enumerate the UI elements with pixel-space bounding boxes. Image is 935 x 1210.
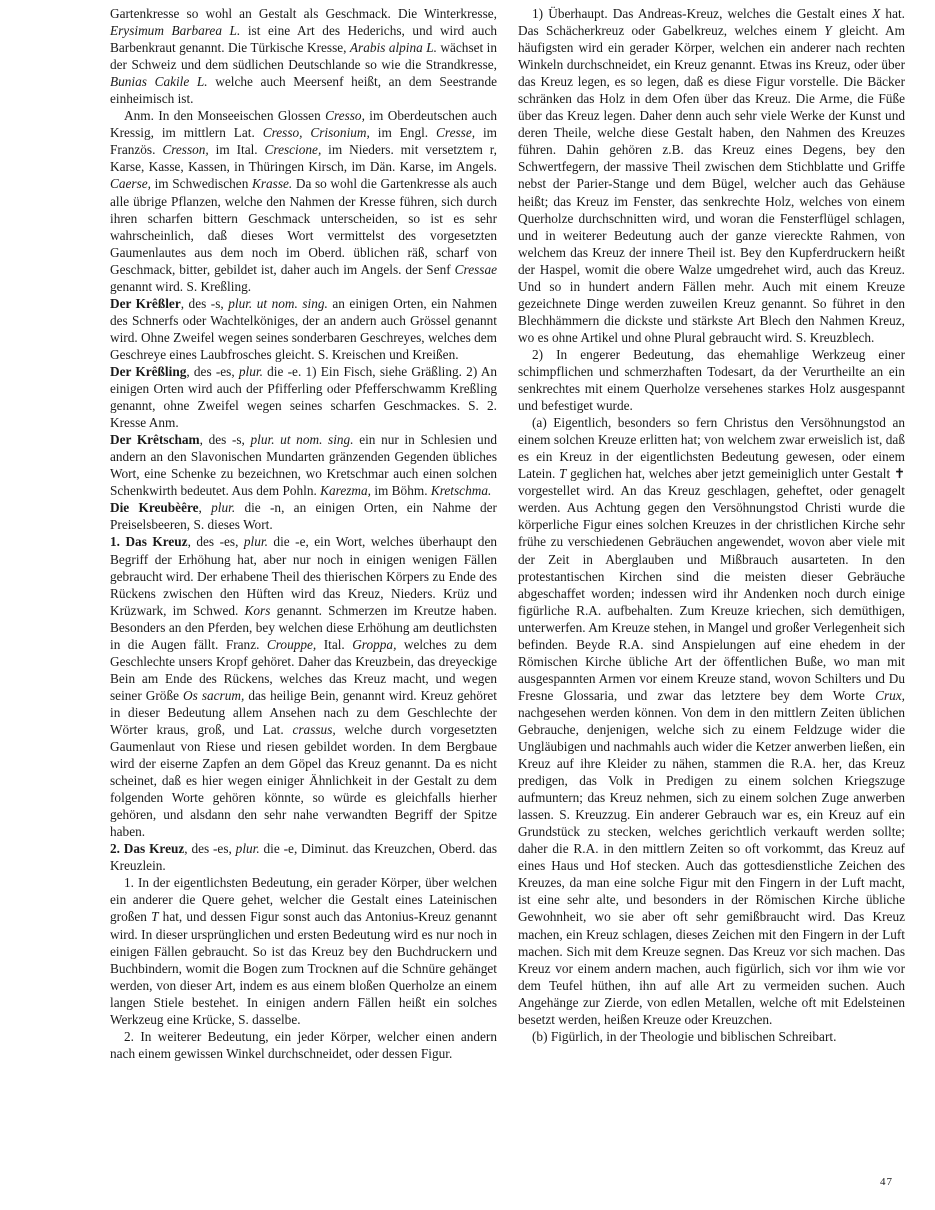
text-run: , des -es, (184, 841, 236, 857)
italic-term: Crouppe, (266, 636, 317, 652)
dictionary-entry (110, 840, 497, 874)
text-run: hat. Das Schächerkreuz oder Gabelkreuz, welches einem (518, 6, 905, 39)
italic-term: Arabis alpina L. (349, 40, 437, 56)
headword: Der Krêßling (110, 363, 187, 379)
text-run: hat, und dessen Figur sonst auch das Antonius-Kreuz genannt wird. In dieser ursprünglichen und ersten Bedeutung wird es nur noch in einigen Fällen gebraucht. So ist das Kreuz bey den Buchdruckern und Buchbindern, womit die Bogen zum Trocknen auf die Schnüre gehänget werden, von dieser Art, indem es aus einem bloßen Querholze an einem langen Stiele bestehet. In einigen andern Fällen heißt ein solches Werkzeug eine Krücke, S. dasselbe. (110, 909, 497, 1027)
text-run: 1. In der eigentlichsten Bedeutung, ein gerader Körper, über welchen ein anderer die Quere gehet, welcher die Gestalt eines Lateinischen großen (110, 875, 497, 925)
italic-term: plur. (211, 500, 236, 516)
text-run: im Schwedischen (151, 176, 252, 192)
text-run: ein nur in Schlesien und andern an den Slavonischen Mundarten gränzenden Gegenden übliches Wort, eine Schenke zu bezeichnen, wo Kretschmar auch einen solchen Schenkwirth bedeutet. Aus dem Pohln. (110, 432, 498, 499)
text-run: geglichen hat, welches aber jetzt gemeiniglich unter Gestalt ✝ vorgestellet wird. An das Kreuz geschlagen, geheftet, oder genagelt werden. Aus Achtung gegen den Versöhnungstod Christi wurde die körperliche Figur eines solchen Kreuzes in der christlichen Kirche sehr frühe zu verschiedenen Gebräuchen angewendet, wovon aber viele mit der Zeit in Aberglauben und Mißbrauch ausarteten. In den protestantischen Kirchen sind die meisten dieser Gebräuche abgeschaffet worden; indessen wird ihr Andenken noch durch einige figürliche R.A. aufbehalten. Zum Kreuze kriechen, sich demüthigen, unterwerfen. Am Kreuze stehen, in Mangel und großer Verlegenheit sich befinden. Beyde R.A. sind Anspielungen auf eine ehedem in der Römischen Kirche übliche Art der öffentlichen Buße, wo man mit ausgespannten Armen vor einem Kreuze stand, wovon Schilters und Du Fresne Glossaria, und zwar das letztere bey dem Worte (518, 466, 905, 703)
italic-term: Cresse, (436, 125, 476, 141)
italic-term: plur. ut nom. sing. (250, 432, 354, 448)
paragraph (110, 1028, 497, 1062)
italic-term: plur. ut nom. sing. (228, 295, 328, 311)
italic-term: Crux, (875, 687, 905, 703)
dictionary-entry (110, 431, 497, 499)
text-run: im Ital. (208, 142, 265, 158)
italic-term: Cresso, Crisonium, (262, 125, 370, 141)
italic-term: plur. (238, 363, 263, 379)
italic-term: Erysimum Barbarea L. (110, 23, 241, 39)
italic-term: crassus, (292, 721, 336, 737)
text-run: die -n, an einigen Orten, ein Nahme der Preiselsbeeren, S. dieses Wort. (110, 500, 497, 533)
italic-term: Crescione, (264, 142, 322, 158)
left-column (110, 5, 497, 1062)
italic-term: Cresson, (162, 142, 209, 158)
text-run: im Oberdeutschen auch Kressig, im mittlern Lat. (110, 108, 497, 141)
text-run: Ital. (316, 636, 353, 652)
text-run: Da so wohl die Gartenkresse als auch alle übrige Pflanzen, welche den Nahmen der Kresse führen, sich durch ihren scharfen bittern Geschmack unterscheiden, so ist es sehr wahrscheinlich, daß dieses Wort vermittelst des vorgesetzten Gaumenlautes aus dem noch im Oberd. üblichen räß, scharf von Geschmack, bitter, gebildet ist, daher auch im Angels. der Senf (110, 176, 498, 277)
italic-term: T (151, 909, 159, 925)
text-run: welches zu dem Geschlechte unsers Kropf gehöret. Daher das Kreuzbein, das dreyeckige Bein am Ende des Rückens, welches das Kreuz macht, und wegen seiner Größe (110, 636, 497, 703)
text-run: im Böhm. (371, 483, 431, 499)
italic-term: Y (824, 23, 832, 39)
italic-term: Cresso, (325, 108, 365, 124)
text-run: im Engl. (369, 125, 437, 141)
paragraph (518, 1028, 905, 1045)
italic-term: Cressae (454, 261, 497, 277)
text-run: , des -es, (186, 363, 239, 379)
dictionary-entry (110, 363, 497, 431)
text-run: , des -s, (180, 295, 229, 311)
text-run: im Nieders. mit versetztem r, Karse, Kasse, Kassen, in Thüringen Kirsch, im Dän. Karse, im Angels. (110, 142, 498, 175)
italic-term: Krasse. (251, 176, 293, 192)
text-run: (a) Eigentlich, besonders so fern Christus den Versöhnungstod an einem solchen Kreuze erlitten hat; von welchem zwar erweislich ist, daß es ein Kreuz in der eigentlichsten Bedeutung gewesen, oder einem Latein. (518, 415, 905, 482)
italic-term: T (558, 466, 567, 482)
text-run: Gartenkresse so wohl an Gestalt als Geschmack. Die Winterkresse, (110, 6, 497, 21)
italic-term: Bunias Cakile L. (110, 74, 208, 90)
text-run: 2. In weiterer Bedeutung, ein jeder Körper, welcher einen andern nach einem gewissen Winkel durchschneidet, oder dessen Figur. (110, 1028, 497, 1061)
text-run: genannt wird. S. Kreßling. (110, 278, 252, 294)
right-column (518, 5, 905, 1045)
text-run: (b) Figürlich, in der Theologie und biblischen Schreibart. (532, 1028, 837, 1044)
headword: Der Krêßler (110, 295, 181, 311)
dictionary-entry (110, 533, 497, 840)
headword: 2. Das Kreuz (110, 841, 185, 857)
italic-term: Kors (244, 602, 271, 618)
text-run: die -e, ein Wort, welches überhaupt den Begriff der Erhöhung hat, aber nur noch in einigen wenigen Fällen gebraucht wird. Der erhabene Theil des thierischen Körpers zu Ende des Rückens zwischen den Hüften wird das Kreuz, Nieders. Krüz und Krüzwark, im Schwed. (110, 534, 497, 618)
headword: Die Kreubèêre (110, 500, 199, 516)
italic-term: plur. (235, 841, 260, 857)
text-run: im Französ. (110, 125, 497, 158)
italic-term: Groppa, (352, 636, 397, 652)
text-run: Anm. In den Monseeischen Glossen (124, 108, 326, 124)
paragraph (518, 414, 905, 1028)
paragraph (110, 107, 497, 295)
text-run: 2) In engerer Bedeutung, das ehemahlige Werkzeug einer schimpflichen und schmerzhaften Todesart, da der Verurtheilte an ein senkrechtes mit einem Querholze versehenes starkes Holz ausgespannt und befestiget wurde. (518, 346, 905, 414)
italic-term: Kretschma. (430, 483, 492, 499)
paragraph (110, 874, 497, 1027)
text-run: gleicht. Am häufigsten wird ein gerader Körper, welchen ein anderer nach rechten Winkeln durchschneidet, ein Kreuz genannt. Etwas ins Kreuz, oder über das Kreuz legen, es so legen, daß es diese Figur vorstelle. Die Bäcker schränken das Holz in dem Ofen über das Kreuz. Die Arme, die Füße über das Kreuz legen. Daher denn auch sehr viele Werke der Kunst und deren Theile, welche diese Gestalt haben, den Nahmen des Kreuzes führen. Dahin gehören z.B. das Kreuz eines Degens, bey den Schwertfegern, der massive Theil zwischen dem Stichblatte und Griffe nebst der Parier-Stange und dem Bügel, welcher auch das Gehäuse heißt; das Kreuz im Fenster, das senkrechte Holz, welches von einem Querholze durchschnitten wird, und woran die Fensterflügel schlagen, und in weiterer Bedeutung auch der ganze viereckte Rahmen, von welchem das Kreuz der innere Theil ist. Bey den Kupferdruckern heißt der Haspel, womit die obere Walze umgedrehet wird, auch das Kreuz. Und so in hundert andern Fällen mehr. Auch mit einem Kreuze gezeichnete Dinge werden zuweilen Kreuz genannt. So führet in den Blechhämmern die dickste und stärkste Art Blech den Nahmen Kreuz, wo es ohne Artikel und ohne Plural gebraucht wird. S. Kreuzblech. (518, 23, 905, 345)
italic-term: X (872, 6, 881, 21)
text-run: die -e, Diminut. das Kreuzchen, Oberd. das Kreuzlein. (110, 841, 498, 874)
dictionary-entry (110, 499, 497, 533)
italic-term: Os sacrum, (183, 687, 245, 703)
text-run: , des -es, (187, 534, 244, 550)
page-number: 47 (880, 1176, 893, 1188)
text-run: welche auch Meersenf heißt, an dem Seestrande einheimisch ist. (110, 74, 497, 107)
dictionary-entry (110, 295, 497, 363)
paragraph (518, 5, 905, 346)
headword: Der Krêtscham (110, 432, 200, 448)
text-run: wächset in der Schweiz und dem südlichen Deutschlande so wie die Strandkresse, (110, 40, 497, 73)
paragraph (518, 346, 905, 414)
text-run: ist eine Art des Hederichs, und wird auch Barbenkraut genannt. Die Türkische Kresse, (110, 23, 497, 56)
text-run: welche durch vorgesetzten Gaumenlaut von Riese und riesen gebildet worden. In dem Bergbaue wird der eiserne Zapfen an dem Göpel das Kreuz genannt. Da es nicht scheinet, daß es hier wegen einiger Ähnlichkeit in der Gestalt zu dem folgenden Worte gehören könnte, so würde es gleichfalls hierher gehören, und alsdann den sehr nahe verwandten Begriff der Spitze haben. (110, 721, 497, 840)
italic-term: plur. (243, 534, 268, 550)
text-run: an einigen Orten, ein Nahmen des Schnerfs oder Wachtelköniges, der an andern auch Grössel genannt wird. Ohne Zweifel wegen seines sonderbaren Geschreyes, welches dem Geschreye eines Laubfrosches gleicht. S. Kreischen und Kreißen. (110, 295, 498, 362)
text-run: genannt. Schmerzen im Kreutze haben. Besonders an den Pferden, bey welchen diese Erhöhung am deutlichsten in die Augen fällt. Franz. (110, 602, 498, 652)
text-run: die -e. 1) Ein Fisch, siehe Gräßling. 2) An einigen Orten wird auch der Pfifferling oder Pfefferschwamm Kreßling genannt, ohne Zweifel wegen seines scharfen Geschmackes. S. 2. Kresse Anm. (110, 363, 497, 431)
paragraph (110, 5, 497, 107)
text-run: nachgesehen werden können. Von dem in den mittlern Zeiten üblichen Gebrauche, denjenigen, welche sich zu einem Feldzuge wider die Ungläubigen und nachmahls auch wider die Ketzer anwerben ließen, ein Kreuz auf ihre Kleider zu nähen, stammen die R.A. her, das Kreuz predigen, das Volk in Predigen zu einem solchen Kriegszuge aufmuntern; das Kreuz nehmen, sich zu einem solchen Zuge anwerben lassen. S. Kreuzzug. Ein anderer Gebrauch war es, ein Kreuz auf ein Grundstück zu stecken, welches gerichtlich verkauft werden sollte; daher die R.A. in den mittlern Zeiten so oft vorkommt, das Kreuz auf eines Haus und Hof stecken. Auch das gottesdienstliche Zeichen des Kreuzes, da man eine solche Figur mit den Fingern in der Luft macht, ist eine sehr alte, und besonders in der Römischen Kirche übliche Gewohnheit, wo sie aber oft sehr gemißbraucht wird. Das Kreuz machen, ein Kreuz schlagen, dieses Zeichen mit den Fingern in der Luft machen. Sich mit dem Kreuze segnen. Das Kreuz vor sich machen. Das Kreuz vor einem andern machen, auch figürlich, sich vor ihm wie vor dem Teufel hüthen, ihn auf alle Art zu vermeiden suchen. Auch Angehänge zur Zierde, von edlen Metallen, welche oft mit Edelsteinen besetzt werden, heißen Kreuze oder Kreuzchen. (518, 704, 905, 1027)
text-run: das heilige Bein, genannt wird. Kreuz gehöret in dieser Bedeutung allem Ansehen nach zu dem Geschlechte der Wörter kraus, groß, und Lat. (110, 687, 497, 737)
text-run: , des -s, (199, 432, 251, 448)
headword: 1. Das Kreuz (110, 534, 188, 550)
text-run: 1) Überhaupt. Das Andreas-Kreuz, welches die Gestalt eines (532, 6, 873, 21)
italic-term: Caerse, (110, 176, 151, 192)
italic-term: Karezma, (320, 483, 371, 499)
text-run: , (198, 500, 212, 516)
